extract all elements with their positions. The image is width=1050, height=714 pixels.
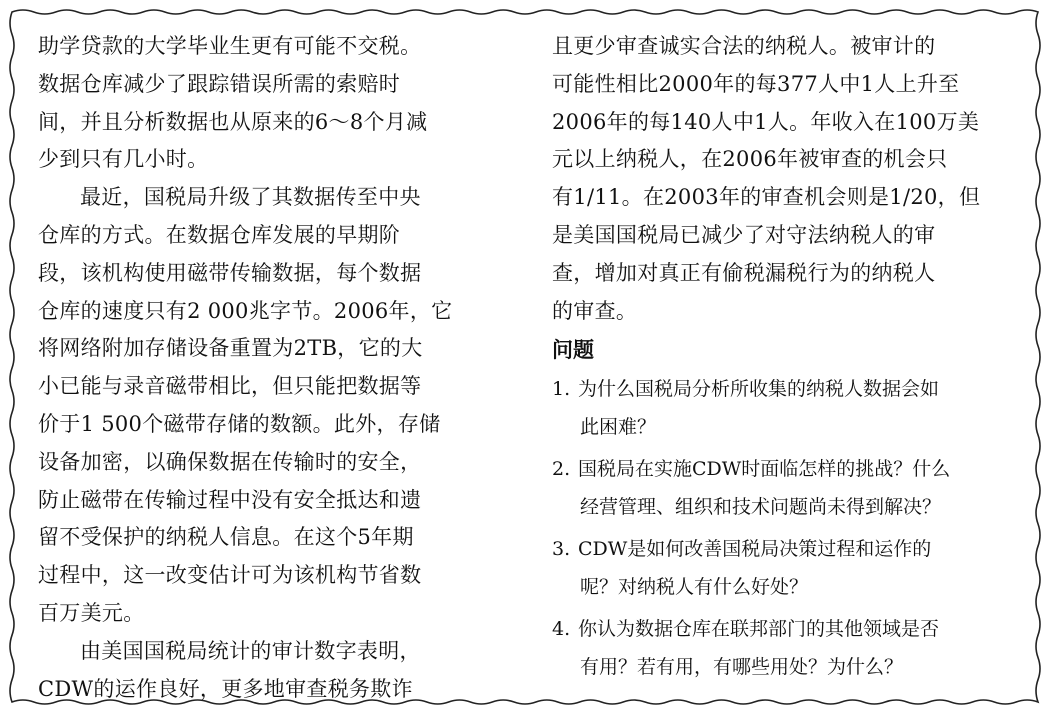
text-line: 防止磁带在传输过程中没有安全抵达和遗 <box>38 487 422 512</box>
text-line: 少到只有几小时。 <box>38 147 209 172</box>
text-line: 且更少审查诚实合法的纳税人。被审计的 <box>552 34 936 58</box>
text-line: 数据仓库减少了跟踪错误所需的索赔时 <box>38 71 401 96</box>
question-text-continued: 有用？若有用，有哪些用处？为什么？ <box>580 656 904 679</box>
text-line: 设备加密，以确保数据在传输时的安全， <box>38 449 422 474</box>
text-line: 百万美元。 <box>38 600 145 625</box>
question-item <box>552 610 1010 686</box>
question-text-continued: 经营管理、组织和技术问题尚未得到解决？ <box>580 496 942 519</box>
question-item <box>552 530 1010 606</box>
right-column <box>552 28 1010 686</box>
text-line: 过程中，这一改变估计可为该机构节省数 <box>38 563 422 588</box>
question-item <box>552 450 1010 526</box>
text-line: CDW的运作良好，更多地审查税务欺诈 <box>38 676 413 701</box>
question-item <box>552 370 1010 446</box>
text-line: 最近，国税局升级了其数据传至中央 <box>80 185 421 210</box>
text-line: 查，增加对真正有偷税漏税行为的纳税人 <box>552 260 936 285</box>
text-line: 价于1 500个磁带存储的数额。此外，存储 <box>38 411 441 436</box>
text-line: 的审查。 <box>552 298 638 323</box>
question-text: 为什么国税局分析所收集的纳税人数据会如 <box>578 378 940 401</box>
text-line: 元以上纳税人，在2006年被审查的机会只 <box>552 147 948 172</box>
text-line: 小已能与录音磁带相比，但只能把数据等 <box>38 374 422 399</box>
question-text: CDW是如何改善国税局决策过程和运作的 <box>578 538 932 561</box>
text-line: 是美国国税局已减少了对守法纳税人的审 <box>552 222 936 247</box>
question-number: 2. <box>552 458 571 481</box>
text-line: 间，并且分析数据也从原来的6～8个月减 <box>38 109 428 134</box>
questions-heading: 问题 <box>552 338 594 363</box>
question-number: 3. <box>552 538 571 561</box>
question-number: 4. <box>552 618 571 641</box>
text-line: 助学贷款的大学毕业生更有可能不交税。 <box>38 34 422 58</box>
text-line: 有1/11。在2003年的审查机会则是1/20，但 <box>552 185 981 210</box>
question-text-continued: 呢？对纳税人有什么好处？ <box>580 576 809 599</box>
text-line: 2006年的每140人中1人。年收入在100万美 <box>552 109 980 134</box>
text-line: 仓库的速度只有2 000兆字节。2006年，它 <box>38 298 453 323</box>
text-line: 可能性相比2000年的每377人中1人上升至 <box>552 71 960 96</box>
text-line: 仓库的方式。在数据仓库发展的早期阶 <box>38 222 401 247</box>
text-line: 留不受保护的纳税人信息。在这个5年期 <box>38 525 414 550</box>
left-column <box>38 28 500 708</box>
question-text: 你认为数据仓库在联邦部门的其他领域是否 <box>578 618 940 641</box>
text-line: 由美国国税局统计的审计数字表明， <box>80 638 421 663</box>
text-line: 段，该机构使用磁带传输数据，每个数据 <box>38 260 422 285</box>
question-text: 国税局在实施CDW时面临怎样的挑战？什么 <box>578 458 951 481</box>
text-line: 将网络附加存储设备重置为2TB，它的大 <box>38 336 423 361</box>
question-number: 1. <box>552 378 571 401</box>
question-text-continued: 此困难？ <box>580 416 657 439</box>
